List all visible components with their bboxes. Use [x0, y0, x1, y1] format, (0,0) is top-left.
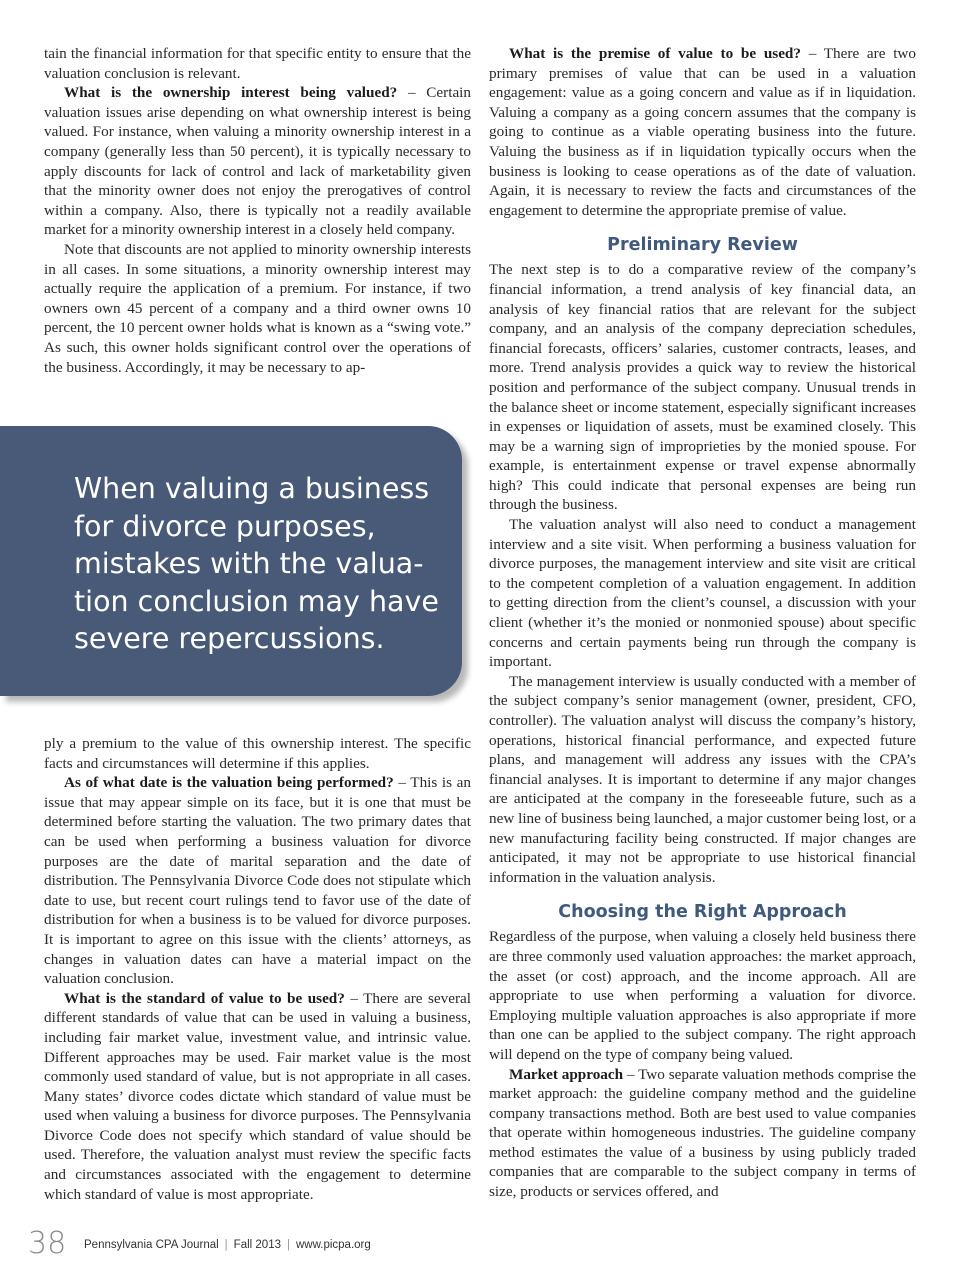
section-heading: Choosing the Right Approach — [558, 902, 847, 923]
pull-quote-line: When valuing a business — [74, 472, 430, 505]
paragraph — [44, 83, 471, 240]
run-in-heading: What is the ownership interest being valued? — [64, 84, 398, 102]
pull-quote — [74, 470, 454, 658]
paragraph: Note that discounts are not applied to minority ownership interests in all cases. In some situations, a minority ownership interest may actually require the application of a premium. For instance, if two owners own 45 percent of a company and a third owner owns 10 percent, the 10 percent owner holds what is known as a “swing vote.” As such, this owner holds significant control over the operations of the business. Accordingly, it may be necessary to ap- — [44, 240, 471, 376]
run-in-heading: Market approach — [509, 1065, 624, 1083]
paragraph: Regardless of the purpose, when valuing a closely held business there are three commonly used valuation approaches: the market approach, the asset (or cost) approach, and the income approach. All are appropriate to use when performing a valuation for divorce. Employing multiple valuation approaches is also appropriate if more than one can be applied to the subject company. The right approach will depend on the type of company being valued. — [489, 928, 916, 1063]
paragraph: tain the financial information for that specific entity to ensure that the valuation conclusion is relevant. — [44, 45, 471, 82]
paragraph — [489, 44, 916, 220]
pull-quote-line: for divorce purposes, — [74, 509, 376, 543]
paragraph: The valuation analyst will also need to conduct a management interview and a site visit. When performing a business valuation for divorce purposes, the management interview and site visit are critical to the competent completion of a valuation engagement. In addition to getting direction from the client’s counsel, a discussion with your client (whether it’s the monied or nonmonied spouse) about specific concerns and certain payments being run through the company is important. — [489, 516, 916, 671]
run-in-heading: What is the standard of value to be used? — [64, 989, 345, 1007]
left-column-bottom — [44, 734, 471, 1204]
left-column-top — [44, 44, 471, 377]
paragraph-body: – This is an issue that may appear simple on its face, but it is one that must be determined before starting the valuation. The two primary dates that can be used when performing a business valuation for divorce purposes are the date of marital separation and the date of distribution. The Pennsylvania Divorce Code does not stipulate which date to use, but recent court rulings tend to favor use of the date of distribution for when a business is to be valued for divorce purposes. It is important to agree on this issue with the clients’ attorneys, as changes in valuation dates can have a material impact on the valuation conclusion. — [44, 774, 471, 988]
paragraph-body: – Two separate valuation methods comprise the market approach: the guideline company method and the guideline company transactions method. Both are best used to value companies that operate within homogeneous industries. The guideline company method estimates the value of a business by using publicly traded companies that are comparable to the subject company in terms of size, products or services offered, and — [489, 1065, 916, 1201]
paragraph: The management interview is usually conducted with a member of the subject company’s senior management (owner, president, CFO, controller). The valuation analyst will discuss the company’s history, operations, historical financial performance, and expected future plans, and management will address any issues with the CPA’s financial analyses. It is important to determine if any major changes are anticipated at the company in the foreseeable future, such as a new line of business being launched, a major customer being lost, or a new manufacturing facility being constructed. If major changes are anticipated, it may not be appropriate to use historical financial information in the valuation analysis. — [489, 672, 916, 886]
paragraph — [44, 989, 471, 1205]
website-link[interactable]: www.picpa.org — [295, 1239, 371, 1251]
run-in-heading: As of what date is the valuation being performed? — [64, 774, 394, 792]
pull-quote-line: severe repercussions. — [74, 622, 385, 656]
page-number: 38 — [28, 1226, 67, 1261]
pull-quote-line: tion conclusion may have — [74, 584, 439, 618]
issue-date: Fall 2013 — [233, 1239, 281, 1251]
right-column — [489, 44, 916, 1202]
publication-name: Pennsylvania CPA Journal — [84, 1239, 219, 1251]
footer-separator: | — [286, 1239, 290, 1251]
paragraph-body: – Certain valuation issues arise depending on what ownership interest is being valued. For instance, when valuing a minority ownership interest in a company (generally less than 50 percent), it is typically necessary to apply discounts for lack of control and lack of marketability given that the minority owner does not enjoy the prerogatives of control within a company. Also, there is typically not a readily available market for a minority ownership interest in a closely held company. — [44, 84, 471, 239]
page-footer — [28, 1226, 728, 1266]
paragraph: The next step is to do a comparative review of the company’s financial information, a trend analysis of key financial data, an analysis of key financial ratios that are relevant for the subject company, and an analysis of the company depreciation schedules, financial forecasts, officers’ salaries, customer contracts, leases, and more. Trend analysis provides a quick way to review the historical position and performance of the subject company. Unusual trends in the balance sheet or income statement, especially significant increases in expenses or liquidation of assets, must be examined closely. This may be a warning sign of improprieties by the monied spouse. For example, is entertainment expense or travel expense abnormally high? This could indicate that personal expenses are being run through the business. — [489, 261, 916, 514]
run-in-heading: What is the premise of value to be used? — [509, 45, 801, 62]
section-heading: Preliminary Review — [607, 235, 798, 256]
pull-quote-line: mistakes with the valua- — [74, 547, 424, 581]
paragraph: ply a premium to the value of this ownership interest. The specific facts and circumstances will determine if this applies. — [44, 735, 471, 772]
footer-info — [84, 1239, 371, 1251]
paragraph — [489, 1065, 916, 1202]
paragraph-body: – There are two primary premises of value that can be used in a valuation engagement: value as a going concern and value as if in liquidation. Valuing a company as a going concern assumes that the company is going to continue as a viable operating business into the future. Valuing the business as if in liquidation typically occurs when the business is looking to cease operations as of the date of valuation. Again, it is necessary to review the facts and circumstances of the engagement to determine the appropriate premise of value. — [489, 45, 916, 219]
footer-separator: | — [224, 1239, 228, 1251]
paragraph — [44, 773, 471, 989]
paragraph-body: – There are several different standards of value that can be used in valuing a business, including fair market value, investment value, and intrinsic value. Different approaches may be used. Fair market value is the most commonly used standard of value, but is not appropriate in all cases. Many states’ divorce codes dictate which standard of value must be used when valuing a business for divorce purposes. The Pennsylvania Divorce Code does not specify which standard of value should be used. Therefore, the valuation analyst must review the specific facts and circumstances associated with the engagement to determine which standard of value is most appropriate. — [44, 989, 471, 1203]
